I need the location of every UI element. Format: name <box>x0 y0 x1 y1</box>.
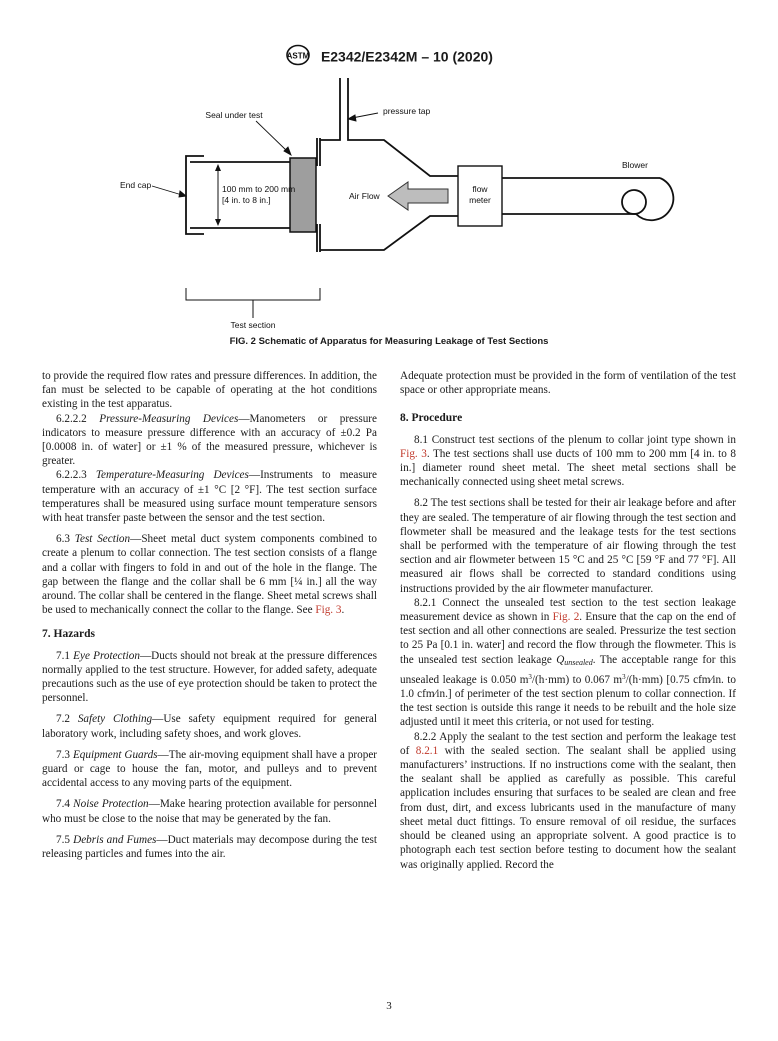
blower-label: Blower <box>622 160 648 170</box>
diameter-label-imperial: [4 in. to 8 in.] <box>222 195 271 205</box>
right-column <box>400 369 736 872</box>
air-flow-arrow <box>388 182 448 210</box>
svg-text:ASTM: ASTM <box>286 51 310 61</box>
paragraph: 8.2 The test sections shall be tested for their air leakage before and after they are sealed. The temperature of air flowing through the test section and flowmeter shall be measured and the leakage tests for the test sections shall be performed with the temperature of air flowing through the test section and air flowmeter between 15 °C and 25 °C [59 °F and 77 °F]. All measured air flows shall be corrected to standard conditions using instructions provided by the air flowmeter manufacturer. <box>400 497 736 595</box>
left-column <box>42 369 377 861</box>
paragraph: 6.2.2.3 Temperature-Measuring Devices—Instruments to measure temperature with an accuracy of ±1 °C [2 °F]. The test section surface temperatures shall be measured using surface mount temperature sensors with heat transfer paste between the sensor and the test section. <box>42 469 377 525</box>
paragraph: 7.5 Debris and Fumes—Duct materials may decompose during the test releasing particles and fumes into the air. <box>42 833 378 861</box>
seal-under-test <box>290 158 316 232</box>
section-heading: 8. Procedure <box>400 412 463 425</box>
seal-label: Seal under test <box>205 110 263 120</box>
air-flow-label: Air Flow <box>349 191 380 201</box>
page-number: 3 <box>386 1000 392 1012</box>
paragraph: Adequate protection must be provided in the form of ventilation of the test space or other appropriate means. <box>400 370 736 397</box>
paragraph: to provide the required flow rates and pressure differences. In addition, the fan must be selected to be capable of operating at the hot conditions existing in the test apparatus. <box>42 370 377 411</box>
end-cap-label: End cap <box>120 180 152 190</box>
test-section-label: Test section <box>230 320 276 330</box>
section-heading: 7. Hazards <box>42 628 96 641</box>
flow-meter-label: flow <box>472 184 488 194</box>
figure-caption: FIG. 2 Schematic of Apparatus for Measuring Leakage of Test Sections <box>229 336 549 347</box>
paragraph: 7.2 Safety Clothing—Use safety equipment required for general laboratory work, including safety shoes, and work gloves. <box>42 713 378 740</box>
paragraph: 8.2.1 Connect the unsealed test section to the test section leakage measurement device as shown in Fig. 2. Ensure that the cap on the end of test section and all other connections are sealed. Pressurize the test section to 25 Pa [0.1 in. water] and record the flow through the flowmeter. This is the unsealed test section leakage $Q_{unsealed}$. The acceptable range for this unsealed leakage is 0.050 $m^3/(h\cdot mm)$ to 0.067 $m^3/(h\cdot mm)$ [0.75 cfm⁄in. to 1.0 cfm⁄in.] of perimeter of the test section plenum to collar connection. If the test section is outside this range it needs to be rebuilt and the hole size adjusted until it meet this criteria, or not used for testing. <box>400 596 737 729</box>
pressure-tap-label: pressure tap <box>383 106 431 116</box>
standard-designation: E2342/E2342M – 10 (2020) <box>320 48 493 65</box>
apparatus-schematic <box>0 0 778 360</box>
fig-2-link[interactable]: Fig. 2 <box>552 611 580 624</box>
section-8-2-1-link[interactable]: 8.2.1 <box>415 744 439 757</box>
paragraph: 6.3 Test Section—Sheet metal duct system components combined to create a plenum to collar connection. The test section consists of a flange and a collar with fingers to fold in and out of the hole in the flange. The gap between the flange and the collar shall be 6 mm [¼ in.] all the way around. The collar shall be centered in the flange. Sheet metal screws shall be used to mechanically connect the collar to the flange. See Fig. 3. <box>42 533 377 617</box>
paragraph: 7.4 Noise Protection—Make hearing protection available for personnel who must be close to the noise that may be generated by the fan. <box>42 798 377 825</box>
diameter-label: 100 mm to 200 mm <box>222 184 296 194</box>
paragraph: 7.3 Equipment Guards—The air-moving equipment shall have a proper guard or cage to house the fan, motor, and pulleys and to prevent accidental access to any moving parts of the equipment. <box>42 748 378 790</box>
paragraph: 7.1 Eye Protection—Ducts should not break at the pressure differences normally applied to the test structure. However, for added safety, adequate precautions such as the use of eye protection should be taken to protect the personnel. <box>42 649 377 705</box>
fig-3-link[interactable]: Fig. 3 <box>400 447 427 460</box>
paragraph: 8.2.2 Apply the sealant to the test section and perform the leakage test of 8.2.1 with the sealed section. The sealant shall be applied using manufacturers’ instructions. If no instructions come with the sealant, then the sealant shall be applied as carefully as possible. This careful application includes ensuring that surfaces to be sealed are clean and free from dust, dirt, and excess lubricants used in the manufacture of many sheet metal duct fittings. To ensure removal of oil residue, the surfaces should be cleaned using an appropriate solvent. A good practice is to photograph each test section before testing to document how the sealant was originally applied. Record the <box>400 730 736 871</box>
paragraph: 6.2.2.2 Pressure-Measuring Devices—Manometers or pressure indicators to measure pressure difference with an accuracy of ±0.2 Pa [0.0008 in. of water] or ±1 % of the measured pressure, whichever is greater. <box>42 412 378 468</box>
fig-3-link[interactable]: Fig. 3 <box>315 604 342 617</box>
paragraph: 8.1 Construct test sections of the plenum to collar joint type shown in Fig. 3. The test sections shall use ducts of 100 mm to 200 mm [4 in. to 8 in.] diameter round sheet metal. The sheet metal sections shall be mechanically connected using sheet metal screws. <box>400 433 736 489</box>
flow-meter-label-2: meter <box>469 195 491 205</box>
